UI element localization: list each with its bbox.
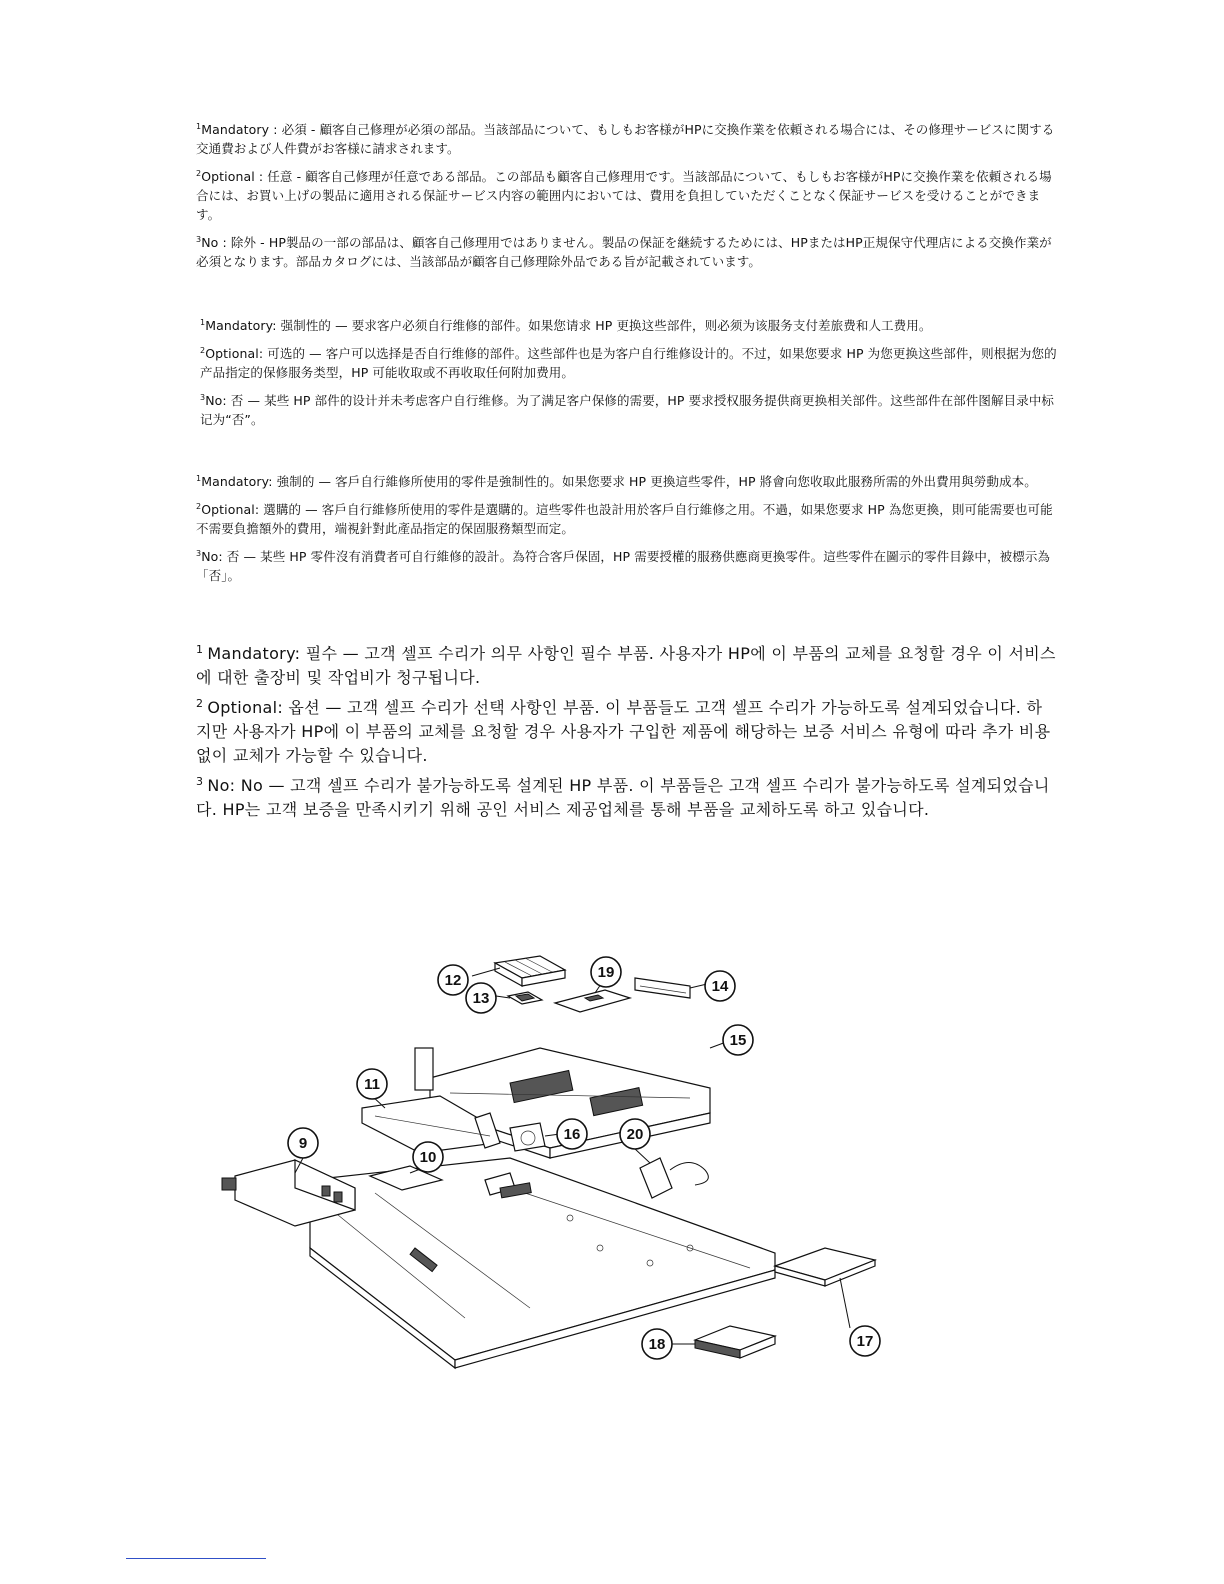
svg-text:14: 14: [711, 978, 729, 995]
optical-drive: [775, 1248, 875, 1286]
note-no: $^3$ No: No — 고객 셀프 수리가 불가능하도록 설계된 HP 부품. 이 부품들은 고객 셀프 수리가 불가능하도록 설계되었습니다. HP는 고객 보증을 만족시키기 위해 공인 서비스 제공업체를 통해 부품을 교체하도록 하고 있습니다.: [196, 774, 1050, 819]
callout-14: [705, 971, 735, 1001]
note-optional: $^2$Optional: 選購的 — 客戶自行維修所使用的零件是選購的。這些零件也設計用於客戶自行維修之用。不過，如果您要求 HP 為您更換，則可能需要也可能不需要負擔額外的費用，端視針對此產品指定的保固服務類型而定。: [196, 501, 1053, 536]
svg-text:19: 19: [597, 964, 615, 981]
note-no: $^3$No: 否 — 某些 HP 部件的设计并未考虑客户自行维修。为了满足客户保修的需要，HP 要求授权服务提供商更换相关部件。这些部件在部件图解目录中标记为“否”。: [200, 392, 1055, 427]
svg-text:17: 17: [856, 1333, 874, 1350]
note-no: $^3$No: 否 — 某些 HP 零件沒有消費者可自行維修的設計。為符合客戶保固，HP 需要授權的服務供應商更換零件。這些零件在圖示的零件目錄中，被標示為「否」。: [196, 548, 1051, 583]
simplified-chinese-notes: [200, 316, 1062, 438]
callout-12: [438, 965, 468, 995]
callout-17: [850, 1326, 880, 1356]
callout-18: [642, 1329, 672, 1359]
callout-11: [357, 1069, 387, 1099]
callout-20: [620, 1119, 650, 1149]
svg-text:15: 15: [729, 1032, 747, 1049]
memory-module: [635, 978, 690, 998]
svg-text:11: 11: [364, 1076, 380, 1093]
traditional-chinese-notes: [196, 472, 1058, 594]
svg-text:18: 18: [648, 1336, 666, 1353]
note-no: $^3$No : 除外 - HP製品の一部の部品は、顧客自己修理用ではありません。製品の保証を継続するためには、HPまたはHP正規保守代理店による交換作業が必須となります。部品カタログには、当該部品が顧客自己修理除外品である旨が記載されています。: [196, 234, 1052, 269]
note-mandatory: $^1$Mandatory: 強制的 — 客戶自行維修所使用的零件是強制性的。如果您要求 HP 更換這些零件，HP 將會向您收取此服務所需的外出費用與勞動成本。: [196, 473, 1037, 489]
note-optional: $^2$Optional: 可选的 — 客户可以选择是否自行维修的部件。这些部件也是为客户自行维修设计的。不过，如果您要求 HP 为您更换这些部件，则根据为您的产品指定的保修服务类型，HP 可能收取或不再收取任何附加费用。: [200, 345, 1057, 380]
note-optional: $^2$ Optional: 옵션 — 고객 셀프 수리가 선택 사항인 부품. 이 부품들도 고객 셀프 수리가 가능하도록 설계되었습니다. 하지만 사용자가 HP에 이 부품의 교체를 요청할 경우 사용자가 구입한 제품에 해당하는 보증 서비스 유형에 따라 추가 비용 없이 교체가 가능할 수 있습니다.: [196, 696, 1051, 765]
svg-text:20: 20: [626, 1126, 644, 1143]
callout-19: [591, 957, 621, 987]
processor: [508, 992, 542, 1004]
fan-module: [510, 1123, 545, 1151]
hard-drive: [695, 1326, 775, 1358]
callout-16: [557, 1119, 587, 1149]
note-optional: $^2$Optional : 任意 - 顧客自己修理が任意である部品。この部品も顧客自己修理用です。当該部品について、もしもお客様がHPに交換作業を依頼される場合には、お買い上げの製品に適用される保証サービス内容の範囲内においては、費用を負担していただくことなく保証サービスを受けることができます。: [196, 168, 1052, 222]
svg-text:9: 9: [298, 1135, 308, 1152]
note-mandatory: $^1$ Mandatory: 필수 — 고객 셀프 수리가 의무 사항인 필수 부품. 사용자가 HP에 이 부품의 교체를 요청할 경우 이 서비스에 대한 출장비 및 작업비가 청구됩니다.: [196, 642, 1056, 687]
riser-board: [555, 990, 630, 1012]
svg-text:16: 16: [563, 1126, 581, 1143]
footnote-separator: [126, 1558, 266, 1559]
front-led-module: [640, 1158, 708, 1198]
svg-text:12: 12: [444, 972, 462, 989]
note-mandatory: $^1$Mandatory : 必須 - 顧客自己修理が必須の部品。当該部品について、もしもお客様がHPに交換作業を依頼される場合には、その修理サービスに関する交通費および人件費がお客様に請求されます。: [196, 121, 1055, 156]
callout-10: [413, 1142, 443, 1172]
callout-13: [466, 983, 496, 1013]
svg-text:10: 10: [419, 1149, 437, 1166]
note-mandatory: $^1$Mandatory: 强制性的 — 要求客户必须自行维修的部件。如果您请求 HP 更换这些部件，则必须为该服务支付差旅费和人工费用。: [200, 317, 932, 333]
callout-9: [288, 1128, 318, 1158]
callout-15: [723, 1025, 753, 1055]
japanese-notes: [196, 120, 1058, 280]
svg-text:13: 13: [472, 990, 490, 1007]
heatsink: [495, 956, 565, 986]
exploded-parts-diagram: [210, 948, 900, 1378]
korean-notes: [196, 642, 1058, 828]
